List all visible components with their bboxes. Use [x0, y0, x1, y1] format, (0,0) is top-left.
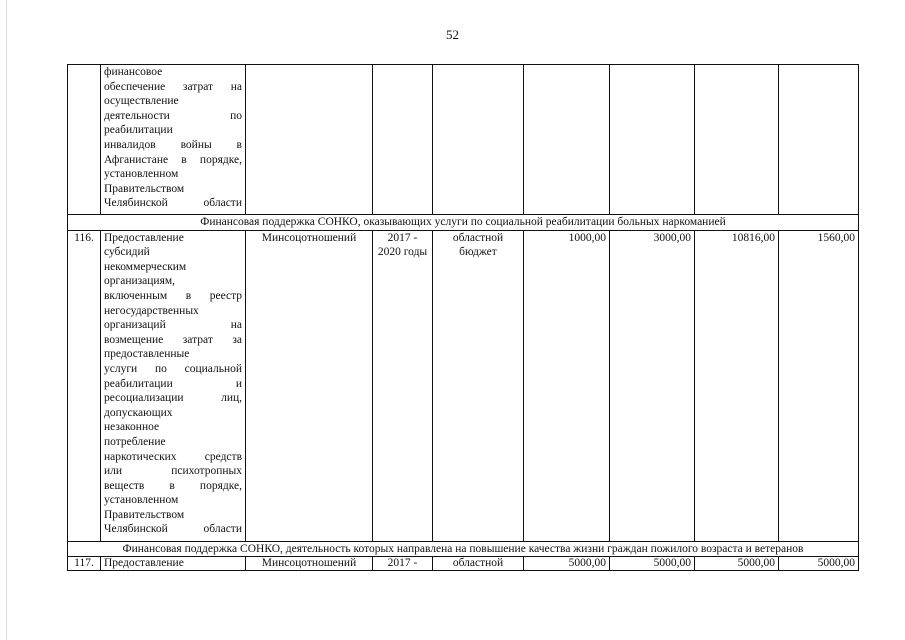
- source-cell: [433, 65, 524, 215]
- program-table: [67, 64, 859, 571]
- amount-2017: 5000,00: [524, 557, 610, 571]
- amount-2018: 5000,00: [610, 557, 695, 571]
- value-cell: [695, 65, 779, 215]
- table-row-continued: [68, 65, 859, 215]
- section-title: Финансовая поддержка СОНКО, оказывающих услуги по социальной реабилитации больных наркоманией: [68, 215, 859, 231]
- executor: Минсоцотношений: [246, 230, 373, 541]
- amount-2017: 1000,00: [524, 230, 610, 541]
- table-row-117: [68, 557, 859, 571]
- page-number: 52: [446, 27, 459, 42]
- measure-description: Предоставление: [101, 557, 246, 571]
- amount-2018: 3000,00: [610, 230, 695, 541]
- measure-description: финансовое обеспечение затрат на осуществление деятельности по реабилитации инвалидов войны в Афганистане в порядке, установленном Правительством Челябинской области: [101, 65, 246, 215]
- amount-2020: 5000,00: [779, 557, 859, 571]
- period: 2017 - 2020 годы: [373, 230, 433, 541]
- executor-cell: [246, 65, 373, 215]
- executor: Минсоцотношений: [246, 557, 373, 571]
- table-row-116: [68, 230, 859, 541]
- section-title: Финансовая поддержка СОНКО, деятельность которых направлена на повышение качества жизни граждан пожилого возраста и ветеранов: [68, 541, 859, 557]
- value-cell: [610, 65, 695, 215]
- period: 2017 -: [373, 557, 433, 571]
- amount-2019: 10816,00: [695, 230, 779, 541]
- period-cell: [373, 65, 433, 215]
- section-header-row: [68, 215, 859, 231]
- funding-source: областной бюджет: [433, 230, 524, 541]
- amount-2019: 5000,00: [695, 557, 779, 571]
- funding-source: областной: [433, 557, 524, 571]
- value-cell: [779, 65, 859, 215]
- amount-2020: 1560,00: [779, 230, 859, 541]
- value-cell: [524, 65, 610, 215]
- row-number: 116.: [68, 230, 101, 541]
- page-edge-line: [6, 0, 7, 640]
- row-number-cell: [68, 65, 101, 215]
- row-number: 117.: [68, 557, 101, 571]
- measure-description: Предоставление субсидий некоммерческим организациям, включенным в реестр негосударственных организаций на возмещение затрат за предоставленные услуги по социальной реабилитации и ресоциализации лиц, допускающих незаконное потребление наркотических средств или психотропных веществ в порядке, установленном Правительством Челябинской области: [101, 230, 246, 541]
- section-header-row: [68, 541, 859, 557]
